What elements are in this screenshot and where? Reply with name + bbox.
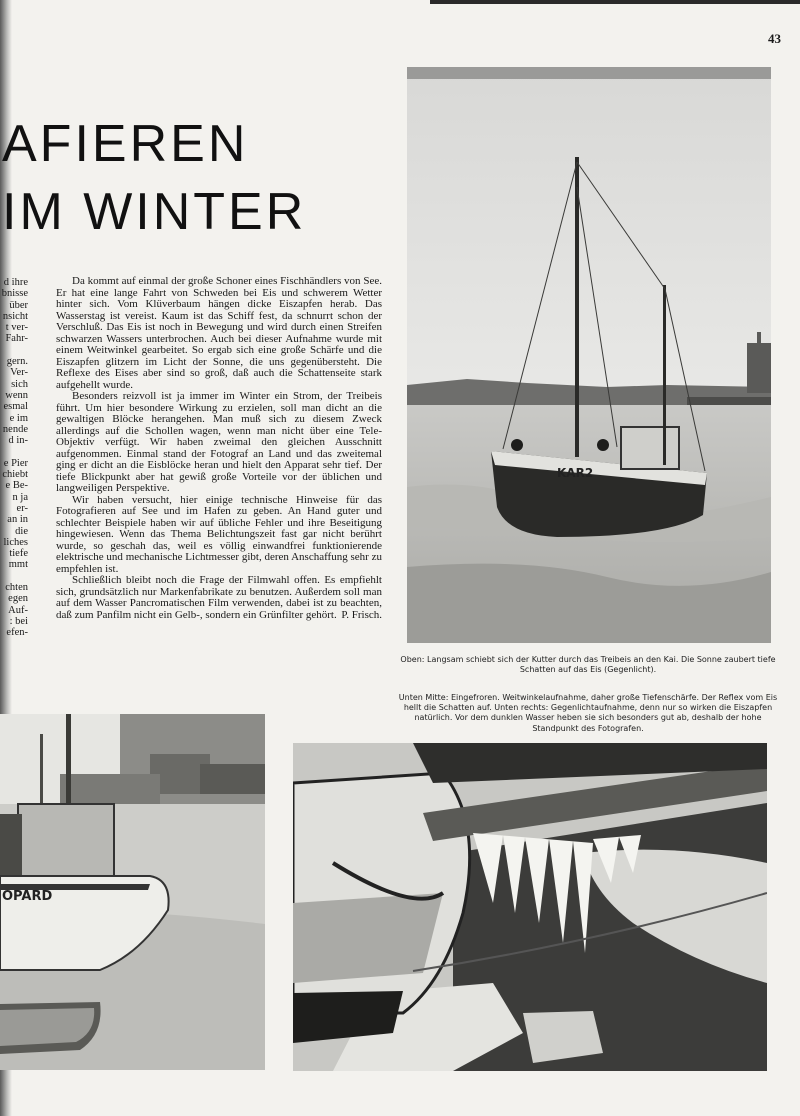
article-signature: P. Frisch. [341, 608, 382, 621]
photo-frozen-boat [0, 714, 265, 1070]
caption-top: Oben: Langsam schiebt sich der Kutter durch das Treibeis an den Kai. Die Sonne zaubert tiefe Schatten auf das Eis (Gegenlicht). [400, 655, 776, 675]
left-fragment-line: n ja [12, 491, 28, 503]
left-column-fragments [0, 277, 28, 639]
left-fragment-line: an in [7, 514, 28, 526]
photo-bow-with-icicles [293, 743, 767, 1071]
left-fragment-line: nende [2, 423, 28, 435]
left-fragment-line: esmal [3, 401, 28, 413]
left-fragment-line: liches [3, 536, 28, 548]
title-line-1: AFIEREN [2, 115, 249, 173]
left-fragment-line: über [9, 299, 28, 311]
title-line-2: IM WINTER [2, 183, 307, 241]
article-paragraph-3: Wir haben versucht, hier einige technische Hinweise für das Fotografieren auf See und im Hafen zu geben. An Hand guter und schlechter Beispiele haben wir auf übliche Fehler und ihre Beseitigung hingewiesen. Wenn das Thema Belichtungszeit fast gar nicht berührt wurde, so geschah das, weil es völlig einwandfrei funktionierende elektrische und mechanische Lichtmesser gibt, deren Anschaffung sehr zu empfehlen ist. [56, 493, 382, 575]
left-fragment-line: : bei [9, 615, 28, 627]
left-fragment-line: die [15, 525, 28, 537]
article-paragraph-4: Schließlich bleibt noch die Frage der Filmwahl offen. Es empfiehlt sich, grundsätzlich nur Markenfabrikate zu benutzen. Außerdem soll man auf dem Wasser Pancromatischen Film verwenden, dabei ist zu beachten, daß zum Panfilm nicht ein Gelb-, sondern ein Grünfilter gehört. [56, 574, 382, 621]
left-fragment-line [0, 345, 28, 356]
left-fragment-line: t ver- [5, 322, 28, 334]
top-edge-line [430, 0, 800, 4]
left-fragment-line: wenn [5, 389, 28, 401]
left-fragment-line: Fahr- [5, 333, 28, 345]
left-fragment-line: egen [8, 593, 28, 605]
left-fragment-line: er- [16, 502, 28, 514]
left-fragment-line: mmt [8, 559, 28, 571]
left-fragment-line: Auf- [8, 604, 28, 616]
left-fragment-line: d in- [8, 435, 28, 447]
left-fragment-line: efen- [6, 627, 28, 639]
frozen-boat-name-label: OPARD [2, 889, 53, 904]
left-fragment-line: tiefe [9, 548, 28, 560]
article-body [56, 276, 382, 621]
left-fragment-line: bnisse [1, 288, 28, 300]
left-fragment-line [0, 446, 28, 457]
left-fragment-line: d ihre [3, 277, 28, 288]
left-fragment-line: gern. [6, 356, 28, 368]
article-paragraph-1: Da kommt auf einmal der große Schoner eines Fischhändlers von See. Er hat eine lange Fahrt von Schweden bei Eis und schwerem Wetter hinter sich. Vom Klüverbaum hängen dicke Eiszapfen herab. Das Wasserstag ist vereist. Kaum ist das Schiff fest, da schnurrt schon der Verschluß. Das Eis ist noch in Bewegung und wird durch einen Streifen schwarzen Wassers unterbrochen. Auch bei dieser Aufnahme wurde mit einem Weitwinkel gearbeitet. So ergab sich eine große Schärfe und die Eiszapfen glitzern im Licht der Sonne, die uns gegenübersteht. Die Reflexe des Eises aber sind so groß, daß auch die Schattenseite stark aufgehellt wurde. [56, 275, 382, 391]
left-fragment-line: chiebt [2, 469, 28, 481]
left-fragment-line: Ver- [10, 367, 28, 379]
left-fragment-line: e Be- [5, 480, 28, 492]
left-fragment-line: chten [5, 582, 28, 594]
article-paragraph-2: Besonders reizvoll ist ja immer im Winter ein Strom, der Treibeis führt. Um hier besondere Wirkung zu erzielen, soll man dicht an die gewaltigen Blöcke herangehen. Man muß sich zu diesem Zweck allerdings auf die Schollen wagen, wenn man nicht über eine Tele-Objektiv verfügt. Wir haben zweimal den gleichen Ausschnitt aufgenommen. Einmal stand der Fotograf an Land und das zweitemal ging er dicht an die Eisblöcke heran und hielt den Apparat sehr tief. Der tiefe Blickpunkt aber hat gewiß große Vorteile vor der üblichen und langweiligen Perspektive. [56, 390, 382, 494]
left-fragment-line: e im [9, 412, 28, 424]
cutter-name-label: KAR2 [557, 466, 594, 480]
left-fragment-line: nsicht [2, 310, 28, 322]
left-fragment-line [0, 571, 28, 582]
left-fragment-line: sich [11, 378, 28, 390]
photo-cutter-in-drift-ice [407, 67, 771, 643]
page-number: 43 [768, 31, 781, 46]
caption-middle: Unten Mitte: Eingefroren. Weitwinkelaufnahme, daher große Tiefenschärfe. Der Reflex vom Eis hellt die Schatten auf. Unten rechts: Gegenlichtaufnahme, denn nur so wirken die Eiszapfen natürlich. Vor dem dunklen Wasser heben sie sich besonders gut ab, deshalb der hohe Standpunkt des Fotografen. [398, 693, 778, 733]
left-fragment-line: e Pier [3, 457, 28, 469]
